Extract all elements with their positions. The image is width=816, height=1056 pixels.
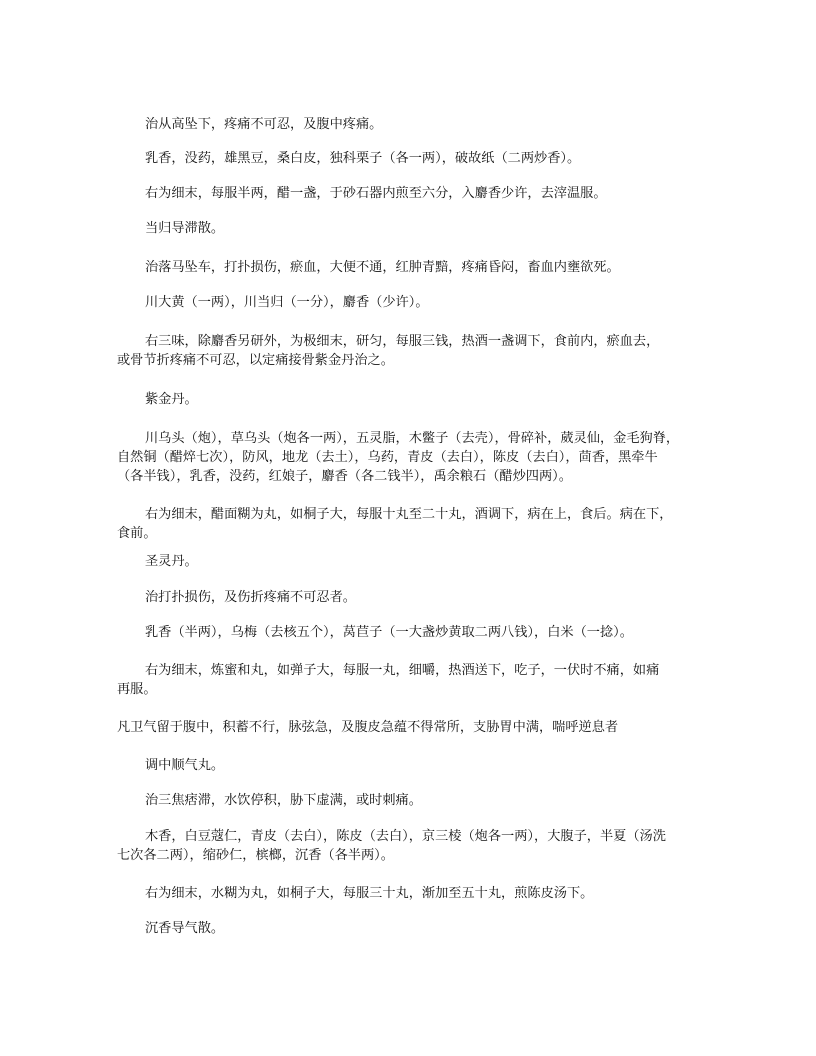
paragraph [117,623,701,642]
paragraph [117,827,701,865]
text-line: 食前。 [117,526,157,541]
paragraph [117,115,701,134]
paragraph [117,505,701,543]
text-line: 治落马坠车，打扑损伤，瘀血，大便不通，红肿青黯，疼痛昏闷，畜血内壅欲死。 [145,260,620,275]
paragraph [117,919,701,938]
text-line: 川乌头（炮），草乌头（炮各一两），五灵脂，木鳖子（去壳），骨碎补，葳灵仙，金毛狗脊， [145,431,680,446]
paragraph [117,219,701,238]
paragraph [117,661,701,699]
text-line: 右为细末，每服半两，醋一盏，于砂石器内煎至六分，入麝香少许，去滓温服。 [145,186,607,201]
paragraph [117,718,701,737]
text-line: 紫金丹。 [145,392,198,407]
text-line: 七次各二两），缩砂仁，槟榔，沉香（各半两）。 [117,848,394,863]
text-line: 当归导滞散。 [145,221,225,236]
text-line: （各半钱），乳香，没药，红娘子，麝香（各二钱半），禹余粮石（醋炒四两）。 [117,469,572,484]
text-line: 调中顺气丸。 [145,758,225,773]
paragraph [117,293,701,312]
paragraph [117,258,701,277]
paragraph [117,332,701,370]
text-line: 自然铜（醋焠七次），防风，地龙（去土），乌药，青皮（去白），陈皮（去白），茴香，黑牵牛 [117,450,658,465]
text-line: 治从高坠下，疼痛不可忍，及腹中疼痛。 [145,117,383,132]
paragraph [117,791,701,810]
text-line: 乳香，没药，雄黑豆，桑白皮，独科栗子（各一两），破故纸（二两炒香）。 [145,151,581,166]
text-line: 右为细末，醋面糊为丸，如桐子大，每服十丸至二十丸，酒调下，病在上，食后。病在下， [145,507,673,522]
text-line: 乳香（半两），乌梅（去核五个），莴苣子（一大盏炒黄取二两八钱），白米（一捻）。 [145,625,633,640]
paragraph [117,884,701,903]
text-line: 右为细末，炼蜜和丸，如弹子大，每服一丸，细嚼，热酒送下，吃子，一伏时不痛，如痛 [145,663,660,678]
paragraph [117,184,701,203]
text-line: 治三焦痞滞，水饮停积，胁下虚满，或时刺痛。 [145,793,422,808]
text-line: 治打扑损伤，及伤折疼痛不可忍者。 [145,590,356,605]
text-line: 川大黄（一两），川当归（一分），麝香（少许）。 [145,295,429,310]
text-line: 右为细末，水糊为丸，如桐子大，每服三十丸，渐加至五十丸，煎陈皮汤下。 [145,886,594,901]
text-line: 再服。 [117,682,157,697]
paragraph [117,390,701,409]
text-line: 或骨节折疼痛不可忍，以定痛接骨紫金丹治之。 [117,353,394,368]
paragraph [117,149,701,168]
paragraph [117,756,701,775]
paragraph [117,588,701,607]
text-line: 右三味，除麝香另研外，为极细末，研匀，每服三钱，热酒一盏调下，食前内，瘀血去， [145,334,660,349]
text-line: 凡卫气留于腹中，积蓄不行，脉弦急，及腹皮急蕴不得常所，支胁胃中满，喘呼逆息者 [117,720,619,735]
text-line: 圣灵丹。 [145,554,198,569]
text-line: 木香，白豆蔻仁，青皮（去白），陈皮（去白），京三棱（炮各一两），大腹子，半夏（汤洗 [145,829,666,844]
paragraph [117,552,701,571]
paragraph [117,429,701,486]
text-line: 沉香导气散。 [145,921,225,936]
